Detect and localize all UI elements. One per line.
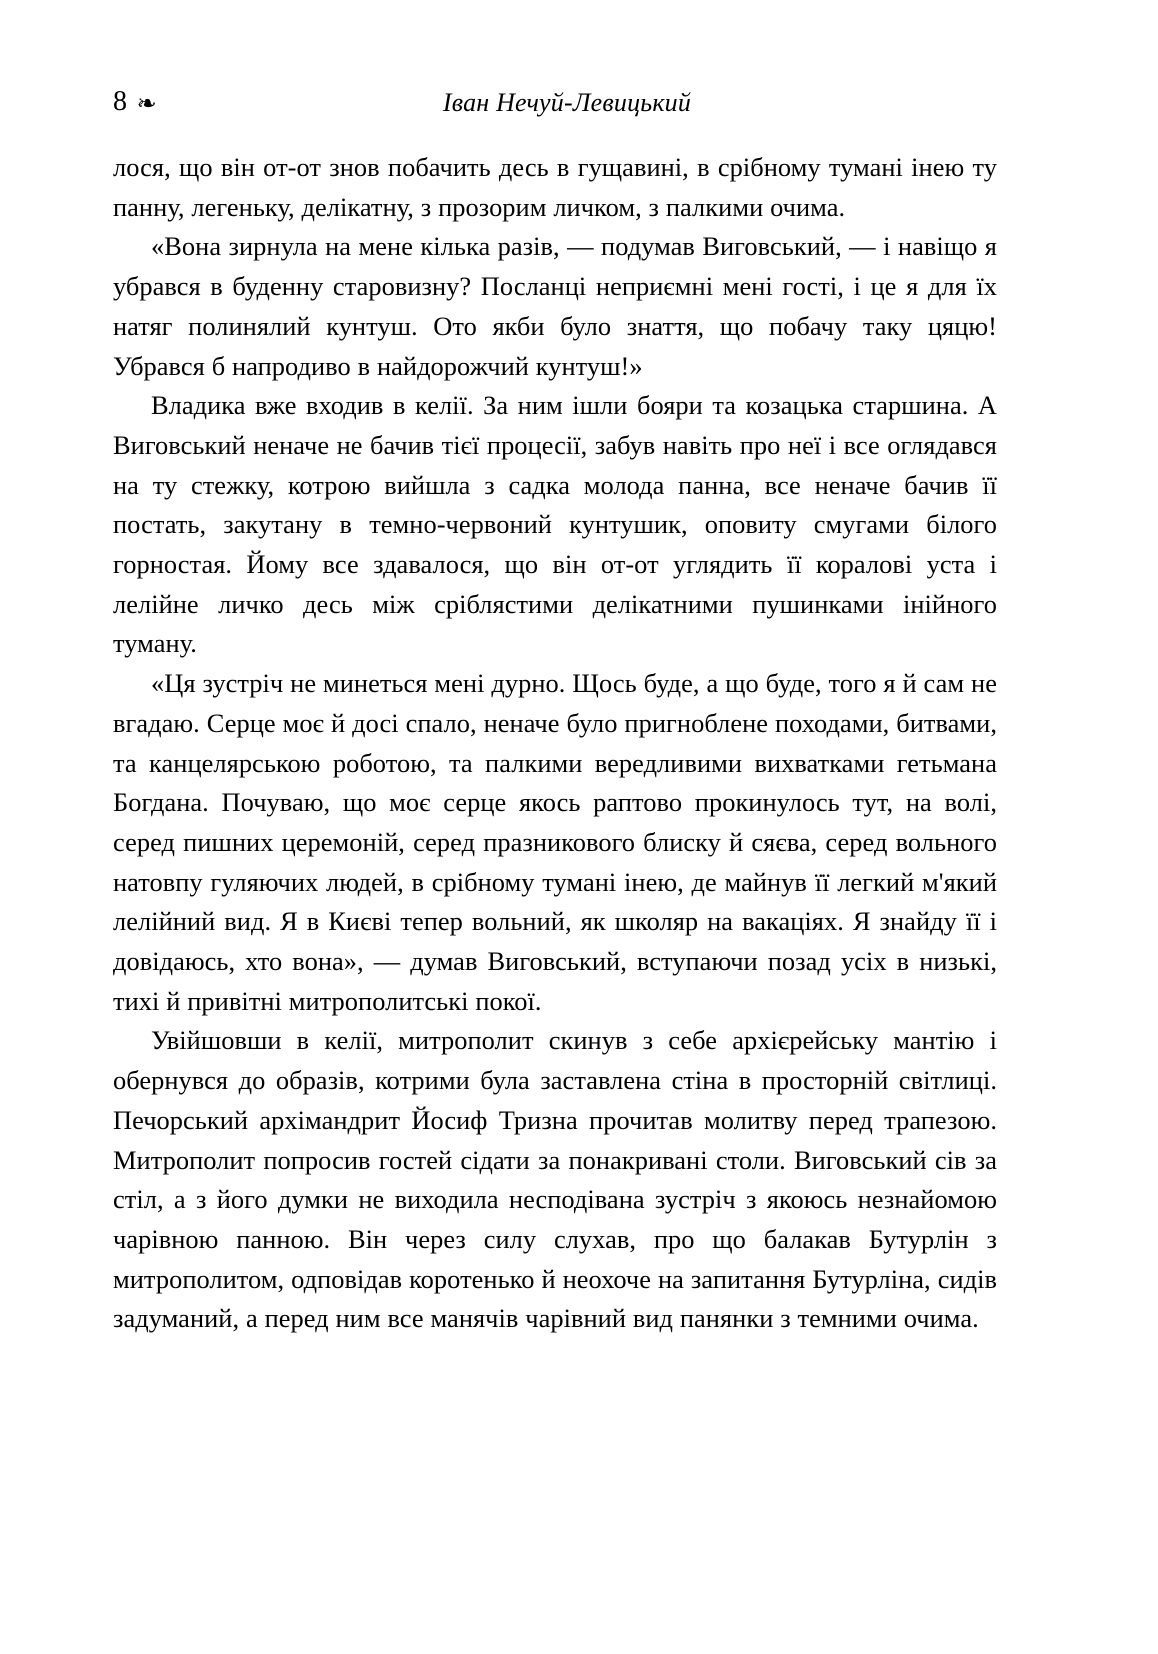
paragraph-continued: лося, що він от-от знов побачить десь в гущавині, в срібному тумані інею ту панну, легеньку, делікатну, з прозорим личком, з палкими очима. <box>113 152 997 222</box>
paragraph-vladyka: Владика вже входив в келії. За ним ішли бояри та козацька старшина. А Виговський неначе не бачив тієї процесії, забув навіть про неї і все оглядався на ту стежку, котрою вийшла з садка молода панна, все неначе бачив її постать, закутану в темно-червоний кунтушик, оповиту смугами білого горностая. Йому все здавалося, що він от-от углядить її коралові уста і лелійне личко десь між сріблястими делікатними пушинками інійного туману. <box>113 390 997 659</box>
paragraph-cia-zustrich: «Ця зустріч не минеться мені дурно. Щось буде, а що буде, того я й сам не вгадаю. Серце моє й досі спало, неначе було пригноблене походами, битвами, та канцелярською роботою, та палкими вередливими вихватками гетьмана Богдана. Почуваю, що моє серце якось раптово прокинулось тут, на волі, серед пишних церемоній, серед празникового блиску й сяєва, серед вольного натовпу гуляючих людей, в срібному тумані інею, де майнув її легкий м'який лелійний вид. Я в Києві тепер вольний, як школяр на вакаціях. Я знайду її і довідаюсь, хто вона», — думав Виговський, вступаючи позад усіх в низькі, тихі й привітні митрополитські покої. <box>113 668 997 1016</box>
paragraph-vona-zyrnula: «Вона зирнула на мене кілька разів, — подумав Виговський, — і навіщо я убрався в буденну старовизну? Посланці неприємні мені гості, і це я для їх натяг полинялий кунтуш. Ото якби було знаття, що побачу таку цяцю! Убрався б напродиво в найдорожчий кунтуш!» <box>113 231 997 381</box>
page-content <box>113 88 997 1339</box>
paragraph-uviyshovshy: Увійшовши в келії, митрополит скинув з себе архієрейську мантію і обернувся до образів, котрими була заставлена стіна в просторній світлиці. Печорський архімандрит Йосиф Тризна прочитав молитву перед трапезою. Митрополит попросив гостей сідати за понакривані столи. Виговський сів за стіл, а з його думки не виходила несподівана зустріч з якоюсь незнайомою чарівною панною. Він через силу слухав, про що балакав Бутурлін з митрополитом, одповідав коротенько й неохоче на запитання Бутурліна, сидів задуманий, а перед ним все манячів чарівний вид панянки з темними очима. <box>113 1025 997 1334</box>
running-head <box>113 88 997 132</box>
ornament-icon: ❧ <box>136 91 157 117</box>
body-text <box>113 148 997 1339</box>
page-number: 8 <box>113 86 128 117</box>
running-head-author: Іван Нечуй-Левицький <box>442 88 692 117</box>
